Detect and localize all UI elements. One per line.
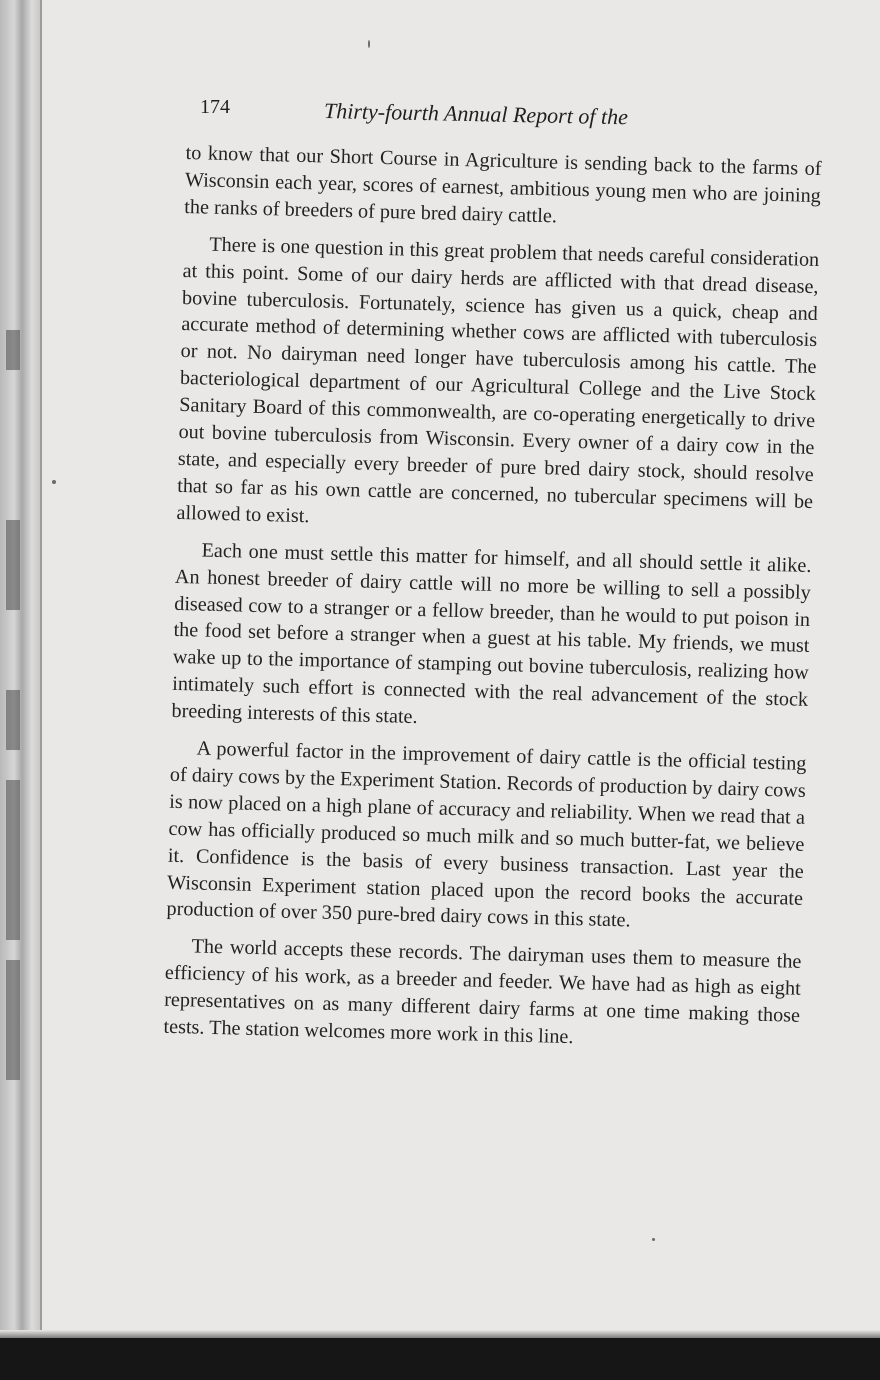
paragraph: Each one must settle this matter for himself, and all should settle it alike. An honest breeder of dairy cattle will no more be willing to sell a possibly diseased cow to a stranger or a fellow breeder, than he would to put poison in the food set before a stranger when a guest at his table. My friends, we must wake up to the importance of stamping out bovine tuberculosis, realizing how intimately such effort is connected with the real advancement of the stock breeding interests of this state. xyxy=(171,539,812,729)
paragraph: to know that our Short Course in Agriculture is sending back to the farms of Wisconsin each year, scores of earnest, ambitious young men who are joining the ranks of breeders of pure bred dairy cattle. xyxy=(184,141,822,228)
page-header xyxy=(200,90,720,130)
body-text xyxy=(163,140,822,1067)
binding-shadow xyxy=(6,690,20,750)
paragraph: A powerful factor in the improvement of dairy cattle is the official testing of dairy cows by the Experiment Station. Records of production by dairy cows is now placed on a high plane of accuracy and reliability. When we read that a cow has officially produced so much milk and so much butter-fat, we believe it. Confidence is the basis of every business transaction. Last year the Wisconsin Experiment station placed upon the record books the accurate production of over 350 pure-bred dairy cows in this state. xyxy=(166,737,807,932)
binding-shadow xyxy=(6,960,20,1080)
page-gutter xyxy=(40,0,42,1338)
binding-shadow xyxy=(6,520,20,610)
running-title: Thirty-fourth Annual Report of the xyxy=(323,98,629,130)
binding-shadow xyxy=(6,330,20,370)
speck xyxy=(368,40,370,48)
page-bottom-shadow xyxy=(0,1330,880,1338)
book-binding-edge xyxy=(0,0,40,1338)
paragraph: The world accepts these records. The dairyman uses them to measure the efficiency of his work, as a breeder and feeder. We have had as high as eight representatives on as many different dairy farms at one time making those tests. The station welcomes more work in this line. xyxy=(163,935,802,1049)
scan-border xyxy=(0,1338,880,1380)
speck xyxy=(652,1238,655,1241)
paragraph: There is one question in this great problem that needs careful consideration at this point. Some of our dairy herds are afflicted with that dread disease, bovine tuberculosis. Fortunately, science has given us a quick, cheap and accurate method of determining whether cows are afflicted with tuberculosis or not. No dairyman need longer have tuberculosis among his cattle. The bacteriological department of our Agricultural College and the Live Stock Sanitary Board of this commonwealth, are co-operating energetically to drive out bovine tuberculosis from Wisconsin. Every owner of a dairy cow in the state, and especially every breeder of pure bred dairy stock, should resolve that so far as his own cattle are concerned, no tubercular specimens will be allowed to exist. xyxy=(176,233,820,528)
page-number: 174 xyxy=(200,96,230,118)
speck xyxy=(52,480,56,484)
binding-shadow xyxy=(6,780,20,940)
